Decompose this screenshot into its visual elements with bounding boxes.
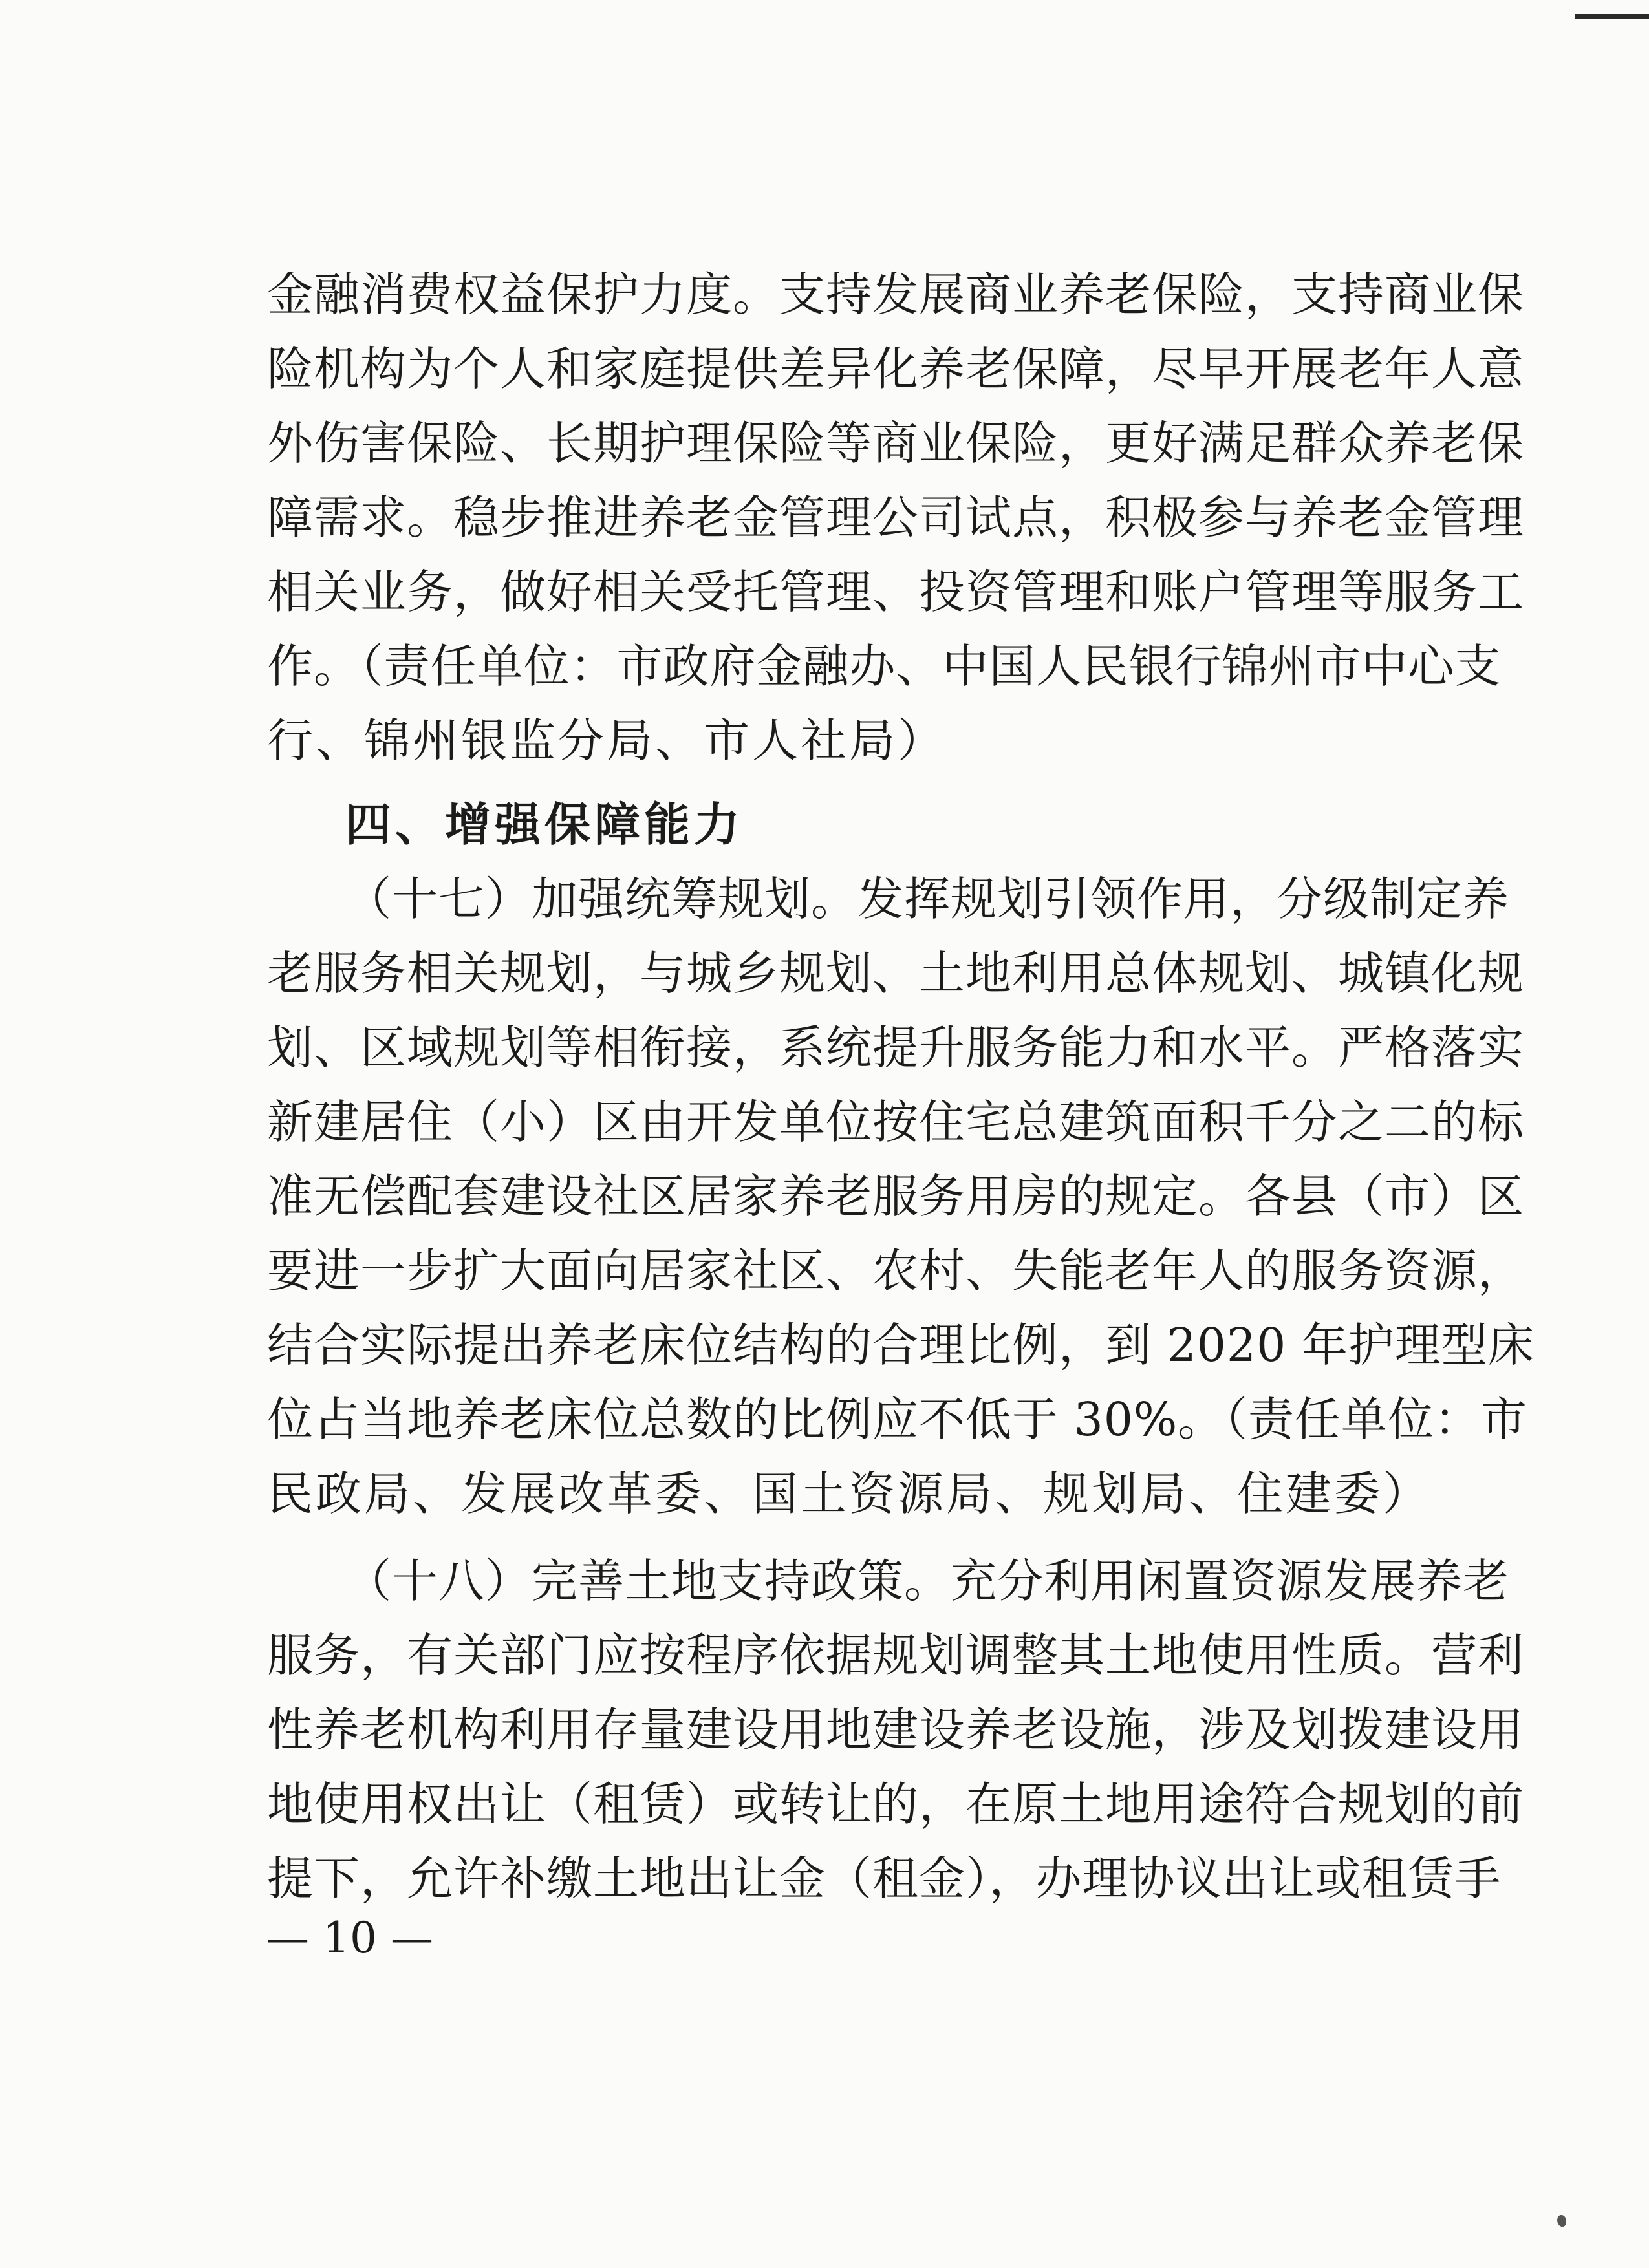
page-number: — 10 — (266, 1913, 433, 1963)
body-line: 相关业务，做好相关受托管理、投资管理和账户管理等服务工 (267, 565, 1525, 619)
body-line: 地使用权出让（租赁）或转让的，在原土地用途符合规划的前 (267, 1777, 1525, 1831)
body-line: 服务，有关部门应按程序依据规划调整其土地使用性质。营利 (267, 1629, 1525, 1682)
body-line: 结合实际提出养老床位结构的合理比例，到 2020 年护理型床 (267, 1318, 1535, 1372)
body-line: 障需求。稳步推进养老金管理公司试点，积极参与养老金管理 (267, 491, 1525, 544)
body-line: 金融消费权益保护力度。支持发展商业养老保险，支持商业保 (267, 268, 1525, 321)
body-line: 要进一步扩大面向居家社区、农村、失能老年人的服务资源， (267, 1244, 1525, 1298)
section-heading: 四、增强保障能力 (345, 798, 744, 851)
body-line: 位占当地养老床位总数的比例应不低于 30%。（责任单位：市 (267, 1393, 1527, 1446)
body-line: 险机构为个人和家庭提供差异化养老保障，尽早开展老年人意 (267, 342, 1525, 396)
body-line: 新建居住（小）区由开发单位按住宅总建筑面积千分之二的标 (267, 1095, 1525, 1149)
paragraph-first-line: （十八）完善土地支持政策。充分利用闲置资源发展养老 (345, 1554, 1510, 1608)
paragraph-first-line: （十七）加强统筹规划。发挥规划引领作用，分级制定养 (345, 872, 1510, 926)
body-line: 提下，允许补缴土地出让金（租金），办理协议出让或租赁手 (267, 1852, 1502, 1905)
body-line: 老服务相关规划，与城乡规划、土地利用总体规划、城镇化规 (267, 947, 1525, 1000)
body-line: 外伤害保险、长期护理保险等商业保险，更好满足群众养老保 (267, 416, 1525, 470)
body-line: 准无偿配套建设社区居家养老服务用房的规定。各县（市）区 (267, 1170, 1525, 1223)
body-line: 行、锦州银监分局、市人社局） (267, 714, 947, 767)
corner-scan-mark (1575, 14, 1649, 19)
body-line: 性养老机构利用存量建设用地建设养老设施，涉及划拨建设用 (267, 1703, 1525, 1757)
body-line: 民政局、发展改革委、国土资源局、规划局、住建委） (267, 1467, 1432, 1521)
body-line: 作。（责任单位：市政府金融办、中国人民银行锦州市中心支 (267, 639, 1502, 693)
body-line: 划、区域规划等相衔接，系统提升服务能力和水平。严格落实 (267, 1021, 1525, 1075)
scan-speck (1557, 2215, 1566, 2227)
